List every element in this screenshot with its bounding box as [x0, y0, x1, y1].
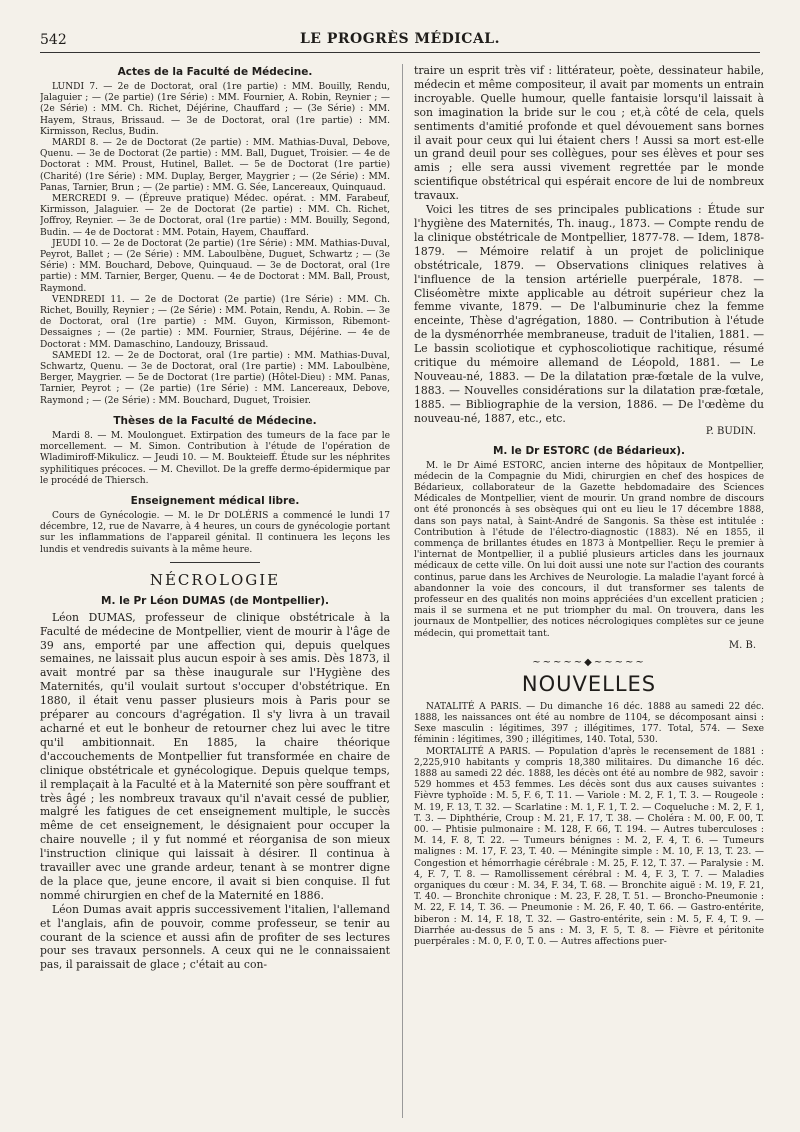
ornament-divider: ~~~~~◆~~~~~ — [532, 656, 646, 668]
estorc-title: M. le Dr ESTORC (de Bédarieux). — [492, 444, 686, 457]
actes-section — [40, 66, 390, 407]
dumas-author: P. BUDIN. — [705, 425, 756, 437]
enseignement-title: Enseignement médical libre. — [130, 494, 300, 507]
dumas-continued-section — [414, 64, 764, 437]
nouvelles-paragraph: NATALITÉ A PARIS. — Du dimanche 16 déc. 1888 au samedi 22 déc. 1888, les naissances ont été au nombre de 1104, se décomposant ainsi : Sexe masculin : légitimes, 397 ; illégitimes, 177. Total, 574. — Sexe féminin : légitimes, 390 ; illégitimes, 140. Total, 530. — [414, 701, 764, 746]
nouvelles-section — [414, 672, 764, 948]
estorc-author: M. B. — [728, 639, 756, 651]
dumas-paragraph: traire un esprit très vif : littérateur, poète, dessinateur habile, médecin et même compositeur, il avait par moments un entrain incroyable. Quelle humour, quelle fantaisie lorsqu'il laissait à son imagination la bride sur le cou ; et,à côté de cela, quels sentiments d'amitié profonde et quel dévouement sans bornes il avait pour ceux qui lui étaient chers ! Aussi sa mort est-elle un grand deuil pour ses collègues, pour ses élèves et pour ses amis ; elle sera aussi vivement regrettée par le monde scientifique obstétrical qui espérait encore de lui de nombreux travaux. — [414, 64, 764, 203]
dumas-paragraph: Léon Dumas avait appris successivement l'italien, l'allemand et l'anglais, afin de pouvoir, comme professeur, se tenir au courant de la science et aussi afin de profiter de ses lectures pour ses travaux personnels. A ceux qui ne le connaissaient pas, il paraissait de glace ; c'était au con- — [40, 902, 390, 972]
enseignement-paragraph: Cours de Gynécologie. — M. le Dr DOLÉRIS a commencé le lundi 17 décembre, 12, rue de Navarre, à 4 heures, un cours de gynécologie portant sur les inflammations de l'appareil génital. Il continuera les leçons les lundis et vendredis suivants à la même heure. — [40, 510, 390, 555]
actes-paragraph: SAMEDI 12. — 2e de Doctorat, oral (1re partie) : MM. Mathias-Duval, Schwartz, Quenu. — 3e de Doctorat, oral (1re partie) : MM. Laboulbène, Berger, Maygrier. — 5e de Doctorat (1re partie) (Hôtel-Dieu) : MM. Panas, Tarnier, Peyrot ; — (2e partie) (1re Série) : MM. Lancereaux, Debove, Raymond ; — (2e Série) : MM. Bouchard, Duguet, Troisier. — [40, 350, 390, 406]
necrologie-section — [40, 571, 390, 973]
dumas-subtitle: M. le Pr Léon DUMAS (de Montpellier). — [101, 594, 329, 607]
actes-title: Actes de la Faculté de Médecine. — [117, 66, 313, 78]
left-column — [40, 64, 390, 1122]
theses-title: Thèses de la Faculté de Médecine. — [113, 414, 317, 427]
column-divider — [402, 64, 403, 1118]
necrologie-title: NÉCROLOGIE — [149, 570, 281, 589]
page-number: 542 — [40, 32, 67, 48]
enseignement-section — [40, 495, 390, 556]
running-title: LE PROGRÈS MÉDICAL. — [299, 31, 501, 47]
theses-section — [40, 415, 390, 487]
estorc-section — [414, 445, 764, 651]
actes-paragraph: MERCREDI 9. — (Épreuve pratique) Médec. opérat. : MM. Farabeuf, Kirmisson, Jalaguier. — 2e de Doctorat (2e partie) : MM. Ch. Richet, Joffroy, Reynier. — 3e de Doctorat, oral (1re partie) : MM. Bouilly, Segond, Budin. — 4e de Doctorat : MM. Potain, Hayem, Chauffard. — [40, 194, 390, 238]
actes-paragraph: LUNDI 7. — 2e de Doctorat, oral (1re partie) : MM. Bouilly, Rendu, Jalaguier ; — (2e partie) (1re Série) : MM. Fournier, A. Robin, Reynier ; — (2e Série) : MM. Ch. Richet, Déjérine, Chauffard ; — (3e Série) : MM. Hayem, Straus, Brissaud. — 3e de Doctorat, oral (1re partie) : MM. Kirmisson, Reclus, Budin. — [40, 82, 390, 137]
nouvelles-title: NOUVELLES — [521, 671, 657, 696]
theses-paragraph: Mardi 8. — M. Moulonguet. Extirpation des tumeurs de la face par le morcellement. — M. Simon. Contribution à l'étude de l'opération de Wladimiroff-Mikulicz. — Jeudi 10. — M. Boukteieff. Étude sur les néphrites syphilitiques précoces. — M. Chevillot. De la greffe dermo-épidermique par le procédé de Thiersch. — [40, 430, 390, 486]
estorc-paragraph: M. le Dr Aimé ESTORC, ancien interne des hôpitaux de Montpellier, médecin de la Compagnie du Midi, chirurgien en chef des hospices de Bédarieux, collaborateur de la Gazette hebdomadaire des Sciences Médicales de Montpellier, vient de mourir. Un grand nombre de discours ont été prononcés à ses obsèques qui ont eu lieu le 17 décembre 1888, dans son pays natal, à Saint-André de Sangonis. Sa thèse est intitulée : Contribution à l'étude de l'électro-diagnostic (1883). Né en 1855, il commença de brillantes études en 1873 à Montpellier. Reçu le premier à l'internat de Montpellier, il a publié plusieurs articles dans les journaux médicaux de cette ville. On lui doit aussi une note sur l'action des courants continus, parue dans les Archives de Neurologie. La maladie l'ayant forcé à abandonner la voie des concours, il dut transformer ses talents de professeur en des qualités non moins appréciées d'un excellent praticien ; mais il se surmena et ne put triompher du mal. On trouvera, dans les journaux de Montpellier, des notices nécrologiques complètes sur ce jeune médecin, qui promettait tant. — [414, 460, 764, 639]
section-rule — [170, 562, 260, 563]
dumas-publications: Voici les titres de ses principales publications : Étude sur l'hygiène des Maternités, Th. inaug., 1873. — Compte rendu de la clinique obstétricale de Montpellier, 1877-78. — Idem, 1878-1879. — Mémoire relatif à un projet de policlinique obstétricale, 1879. — Observations cliniques relatives à l'influence de la tension artérielle puerpérale, 1878. — Cliséomètre mixte applicable au détroit supérieur chez la femme vivante, 1879. — De l'albuminurie chez la femme enceinte, Thèse d'agrégation, 1880. — Contribution à l'étude de la dysménorrhée membraneuse, traduit de l'italien, 1881. — Le bassin scoliotique et cyphoscoliotique rachitique, résumé critique du mémoire allemand de Léopold, 1881. — Le Nouveau-né, 1883. — De la dilatation præ-fœtale de la vulve, 1883. — Nouvelles considérations sur la dilatation præ-fœtale, 1885. — Bibliographie de la version, 1886. — De l'œdème du nouveau-né, 1887, etc., etc. — [414, 203, 764, 425]
actes-paragraph: JEUDI 10. — 2e de Doctorat (2e partie) (1re Série) : MM. Mathias-Duval, Peyrot, Ballet ; — (2e Série) : MM. Laboulbène, Duguet, Schwartz ; — (3e Série) : MM. Bouchard, Debove, Quinquaud. — 3e de Doctorat, oral (1re partie) : MM. Tarnier, Berger, Quenu. — 4e de Doctorat : MM. Ball, Proust, Raymond. — [40, 238, 390, 294]
dumas-paragraph: Léon DUMAS, professeur de clinique obstétricale à la Faculté de médecine de Montpellier, vient de mourir à l'âge de 39 ans, emporté par une affection qui, depuis quelques semaines, ne laissait plus aucun espoir à ses amis. Dès 1873, il avait montré par sa thèse inaugurale sur l'Hygiène des Maternités, qu'il voulait surtout s'occuper d'obstétrique. En 1880, il était venu passer plusieurs mois à Paris pour se préparer au concours d'agrégation. Il s'y livra à un travail acharné et eut le bonheur de retourner chez lui avec le titre qu'il ambitionnait. En 1885, la chaire théorique d'accouchements de Montpellier fut transformée en chaire de clinique obstétricale et gynécologique. Depuis quelque temps, il remplaçait à la Faculté et à la Maternité son père souffrant et très âgé ; les nombreux travaux qu'il n'avait cessé de publier, malgré les fatigues de cet enseignement multiple, le succès même de cet enseignement, le désignaient pour occuper la chaire nouvelle ; il y fut nommé et réorganisa de son mieux l'instruction clinique qui laissait à désirer. Il continua à travailler avec une grande ardeur, tenant à se montrer digne de la place que, jeune encore, il avait si bien conquise. Il fut nommé chirurgien en chef de la Maternité en 1886. — [40, 610, 390, 902]
actes-paragraph: VENDREDI 11. — 2e de Doctorat (2e partie) (1re Série) : MM. Ch. Richet, Bouilly, Reynier ; — (2e Série) : MM. Potain, Rendu, A. Robin. — 3e de Doctorat, oral (1re partie) : MM. Guyon, Kirmisson, Ribemont-Dessaignes ; — (2e partie) : MM. Fournier, Straus, Déjérine. — 4e de Doctorat : MM. Damaschino, Landouzy, Brissaud. — [40, 294, 390, 350]
right-column — [414, 64, 764, 1122]
actes-paragraph: MARDI 8. — 2e de Doctorat (2e partie) : MM. Mathias-Duval, Debove, Quenu. — 3e de Doctorat (2e partie) : MM. Ball, Duguet, Troisier. — 4e de Doctorat : MM. Proust, Hutinel, Ballet. — 5e de Doctorat (1re partie) (Charité) (1re Série) : MM. Duplay, Berger, Maygrier ; — (2e Série) : MM. Panas, Tarnier, Brun ; — (2e partie) : MM. G. Sée, Lancereaux, Quinquaud. — [40, 138, 390, 193]
nouvelles-paragraph: MORTALITÉ A PARIS. — Population d'après le recensement de 1881 : 2,225,910 habitants y compris 18,380 militaires. Du dimanche 16 déc. 1888 au samedi 22 déc. 1888, les décès ont été au nombre de 982, savoir : 529 hommes et 453 femmes. Les décès sont dus aux causes suivantes : Fièvre typhoïde : M. 5, F. 6, T. 11. — Variole : M. 2, F. 1, T. 3. — Rougeole : M. 19, F. 13, T. 32. — Scarlatine : M. 1, F. 1, T. 2. — Coqueluche : M. 2, F. 1, T. 3. — Diphthérie, Croup : M. 21, F. 17, T. 38. — Choléra : M. 00, F. 00, T. 00. — Phtisie pulmonaire : M. 128, F. 66, T. 194. — Autres tuberculoses : M. 14, F. 8, T. 22. — Tumeurs bénignes : M. 2, F. 4, T. 6. — Tumeurs malignes : M. 17, F. 23, T. 40. — Méningite simple : M. 10, F. 13, T. 23. — Congestion et hémorrhagie cérébrale : M. 25, F. 12, T. 37. — Paralysie : M. 4, F. 7, T. 8. — Ramollissement cérébral : M. 4, F. 3, T. 7. — Maladies organiques du cœur : M. 34, F. 34, T. 68. — Bronchite aiguë : M. 19, F. 21, T. 40. — Bronchite chronique : M. 23, F. 28, T. 51. — Broncho-Pneumonie : M. 22, F. 14, T. 36. — Pneumonie : M. 26, F. 40, T. 66. — Gastro-entérite, biberon : M. 14, F. 18, T. 32. — Gastro-entérite, sein : M. 5, F. 4, T. 9. — Diarrhée au-dessus de 5 ans : M. 3, F. 5, T. 8. — Fièvre et péritonite puerpérales : M. 0, F. 0, T. 0. — Autres affections puer- — [414, 746, 764, 948]
page-header — [40, 30, 760, 53]
